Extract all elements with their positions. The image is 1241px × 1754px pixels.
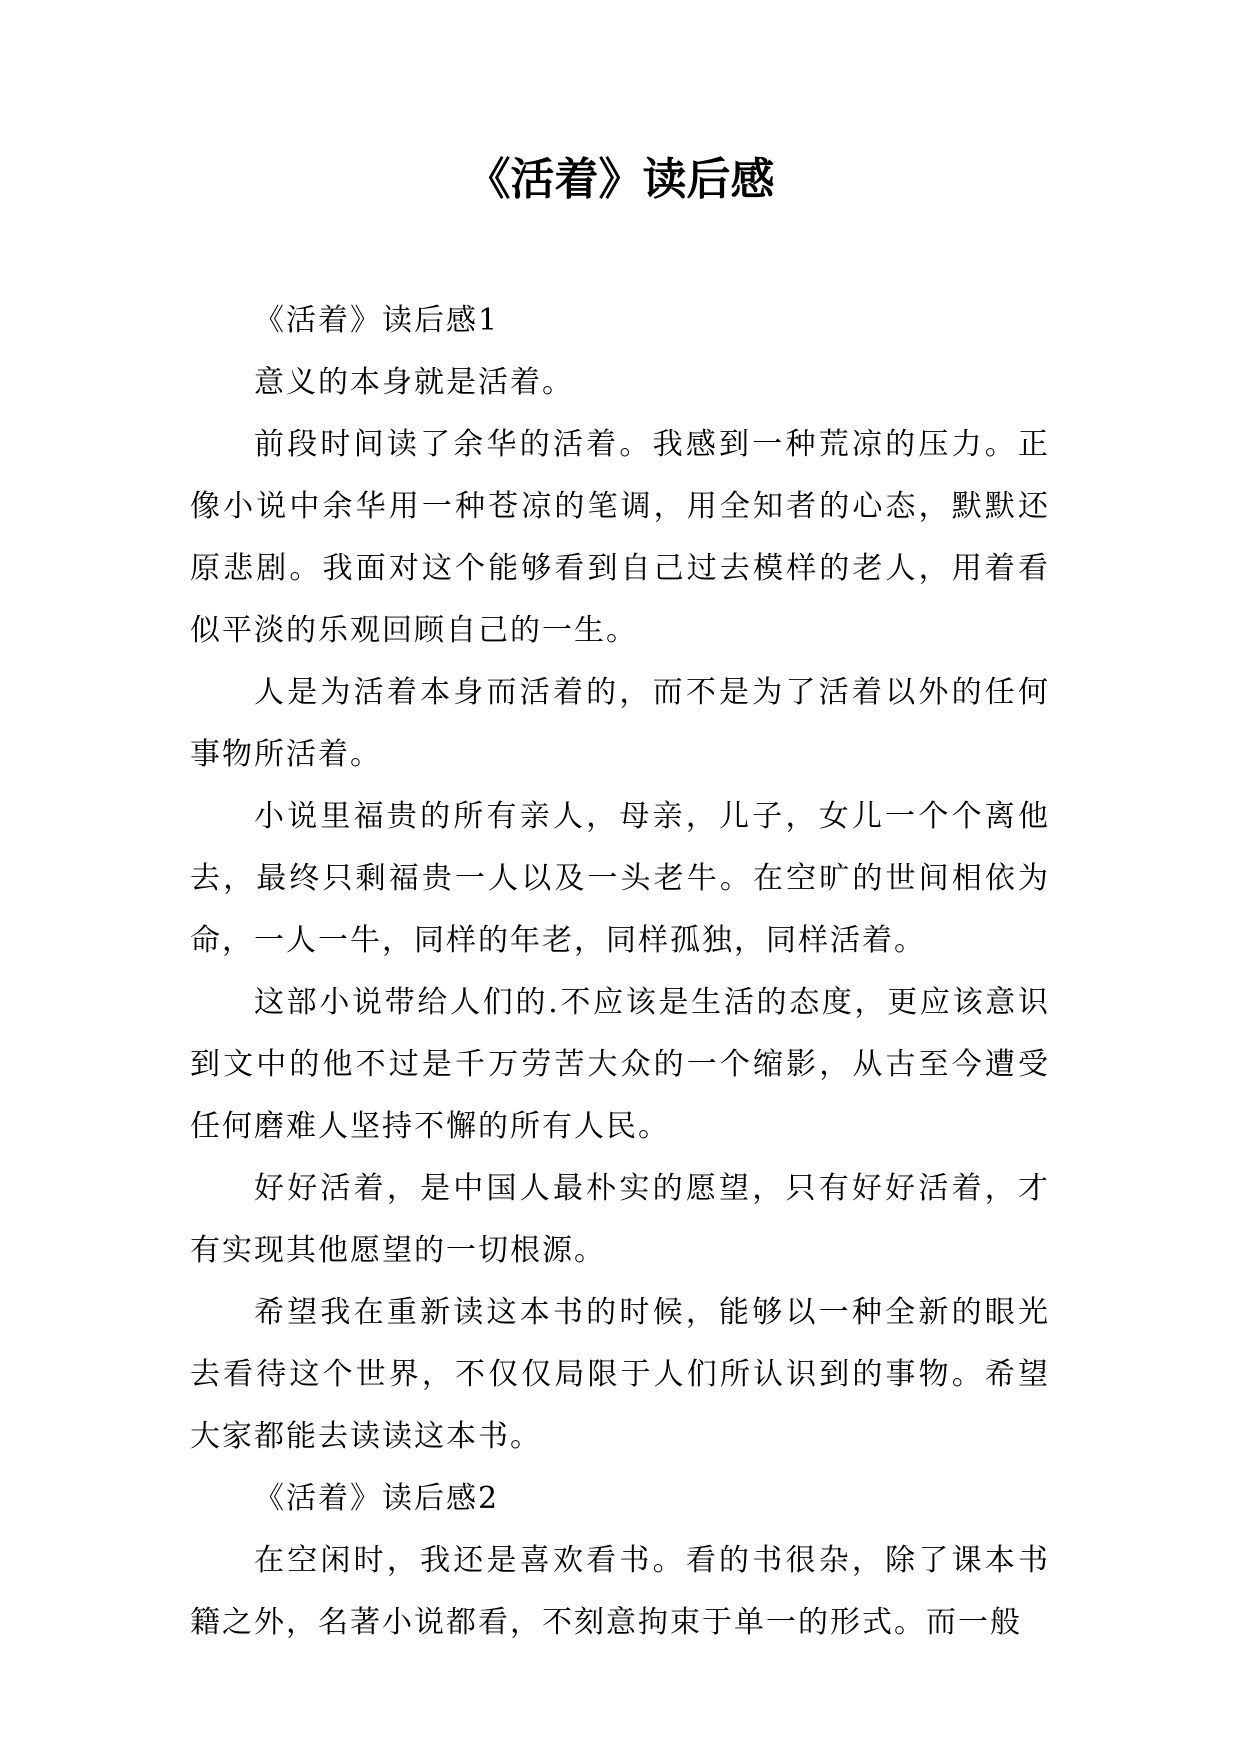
paragraph: 好好活着，是中国人最朴实的愿望，只有好好活着，才有实现其他愿望的一切根源。 xyxy=(190,1171,1050,1268)
paragraph: 前段时间读了余华的活着。我感到一种荒凉的压力。正像小说中余华用一种苍凉的笔调，用全知者的心态，默默还原悲剧。我面对这个能够看到自己过去模样的老人，用着看似平淡的乐观回顾自己的一生。 xyxy=(190,427,1050,648)
document-title: 《活着》读后感 xyxy=(466,154,775,205)
paragraph: 意义的本身就是活着。 xyxy=(254,365,574,400)
document-body xyxy=(190,290,1050,1654)
paragraph: 小说里福贵的所有亲人，母亲，儿子，女儿一个个离他去，最终只剩福贵一人以及一头老牛。在空旷的世间相依为命，一人一牛，同样的年老，同样孤独，同样活着。 xyxy=(190,799,1050,958)
paragraph: 希望我在重新读这本书的时候，能够以一种全新的眼光去看待这个世界，不仅仅局限于人们所认识到的事物。希望大家都能去读读这本书。 xyxy=(190,1295,1050,1454)
paragraph: 在空闲时，我还是喜欢看书。看的书很杂，除了课本书籍之外，名著小说都看，不刻意拘束于单一的形式。而一般 xyxy=(190,1543,1050,1640)
paragraph: 这部小说带给人们的.不应该是生活的态度，更应该意识到文中的他不过是千万劳苦大众的一个缩影，从古至今遭受任何磨难人坚持不懈的所有人民。 xyxy=(190,985,1050,1144)
section-heading-1: 《活着》读后感1 xyxy=(254,303,500,338)
section-heading-2: 《活着》读后感2 xyxy=(254,1481,500,1516)
paragraph: 人是为活着本身而活着的，而不是为了活着以外的任何事物所活着。 xyxy=(190,675,1050,772)
